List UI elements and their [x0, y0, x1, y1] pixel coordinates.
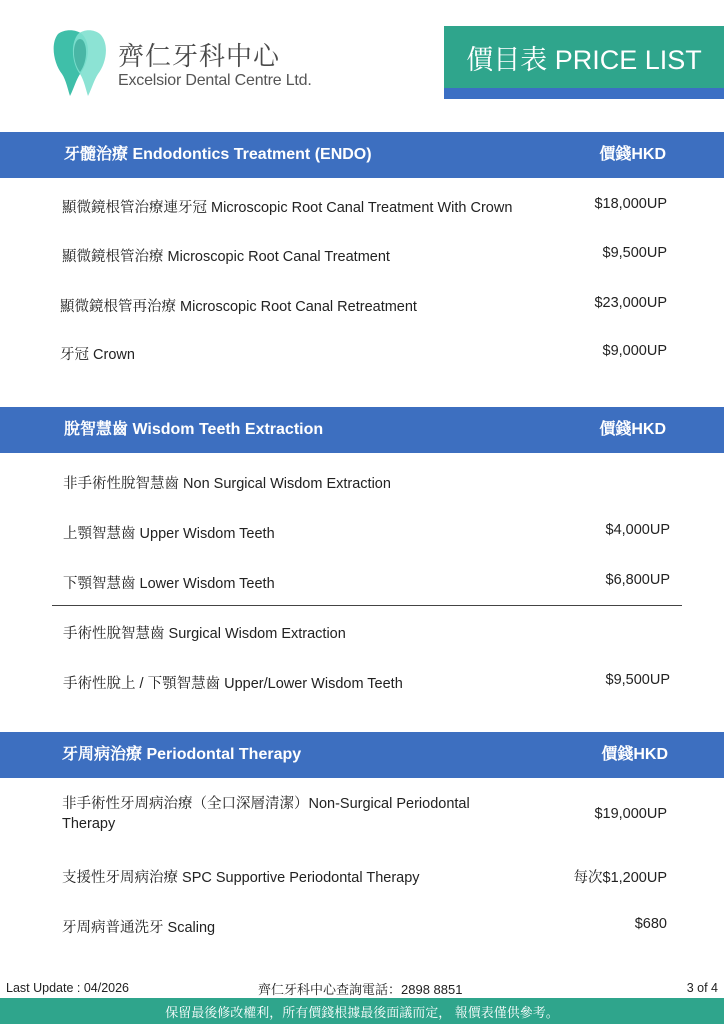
section-title: 脫智慧齒 Wisdom Teeth Extraction [64, 421, 324, 438]
page-footer [0, 978, 724, 998]
section-header-endodontics [0, 132, 724, 178]
price-column-header: 價錢HKD [599, 421, 666, 438]
treatment-price: $4,000UP [605, 522, 670, 538]
treatment-label: 顯微鏡根管治療 Microscopic Root Canal Treatment [62, 249, 390, 265]
treatment-label: 顯微鏡根管再治療 Microscopic Root Canal Retreatment [60, 299, 417, 315]
inquiry-phone: 齊仁牙科中心查詢電話：2898 8851 [258, 982, 463, 997]
section-header-periodontal [0, 732, 724, 778]
treatment-label: 非手術性脫智慧齒 Non Surgical Wisdom Extraction [63, 476, 391, 492]
treatment-price: 每次$1,200UP [573, 870, 667, 886]
treatment-label: 牙冠 Crown [60, 347, 135, 363]
page-number: 3 of 4 [686, 981, 718, 995]
treatment-label: 手術性脫智慧齒 Surgical Wisdom Extraction [63, 626, 346, 642]
price-column-header: 價錢HKD [599, 146, 666, 163]
logo [52, 30, 312, 100]
treatment-label: 牙周病普通洗牙 Scaling [62, 920, 216, 936]
last-update: Last Update : 04/2026 [6, 981, 130, 995]
logo-chinese-name: 齊仁牙科中心 [118, 42, 281, 72]
logo-english-name: Excelsior Dental Centre Ltd. [118, 72, 312, 89]
treatment-price: $9,500UP [605, 672, 670, 688]
treatment-label: 下顎智慧齒 Lower Wisdom Teeth [63, 576, 275, 592]
treatment-price: $9,500UP [602, 245, 667, 261]
treatment-price: $6,800UP [605, 572, 670, 588]
treatment-label: 上顎智慧齒 Upper Wisdom Teeth [63, 526, 275, 542]
treatment-label: 手術性脫上 / 下顎智慧齒 Upper/Lower Wisdom Teeth [63, 676, 403, 692]
treatment-price: $19,000UP [594, 806, 667, 822]
treatment-label: 顯微鏡根管治療連牙冠 Microscopic Root Canal Treatment With Crown [62, 200, 513, 216]
treatment-price: $9,000UP [602, 343, 667, 359]
section-header-wisdom-teeth [0, 407, 724, 453]
treatment-price: $23,000UP [594, 295, 667, 311]
row-divider [52, 605, 682, 606]
treatment-label: 非手術性牙周病治療（全口深層清潔）Non-Surgical Periodontal Therapy [62, 796, 470, 832]
section-title: 牙周病治療 Periodontal Therapy [62, 746, 302, 763]
treatment-price: $680 [634, 916, 667, 932]
treatment-price: $18,000UP [594, 196, 667, 212]
tooth-logo-icon [52, 30, 108, 98]
section-title: 牙髓治療 Endodontics Treatment (ENDO) [64, 146, 372, 163]
price-list-title: 價目表 PRICE LIST [444, 26, 724, 88]
title-accent-bar [444, 88, 724, 99]
price-column-header: 價錢HKD [601, 746, 668, 763]
treatment-label: 支援性牙周病治療 SPC Supportive Periodontal Therapy [62, 870, 420, 886]
disclaimer-bar: 保留最後修改權利，所有價錢根據最後面議而定， 報價表僅供參考。 [0, 998, 724, 1024]
